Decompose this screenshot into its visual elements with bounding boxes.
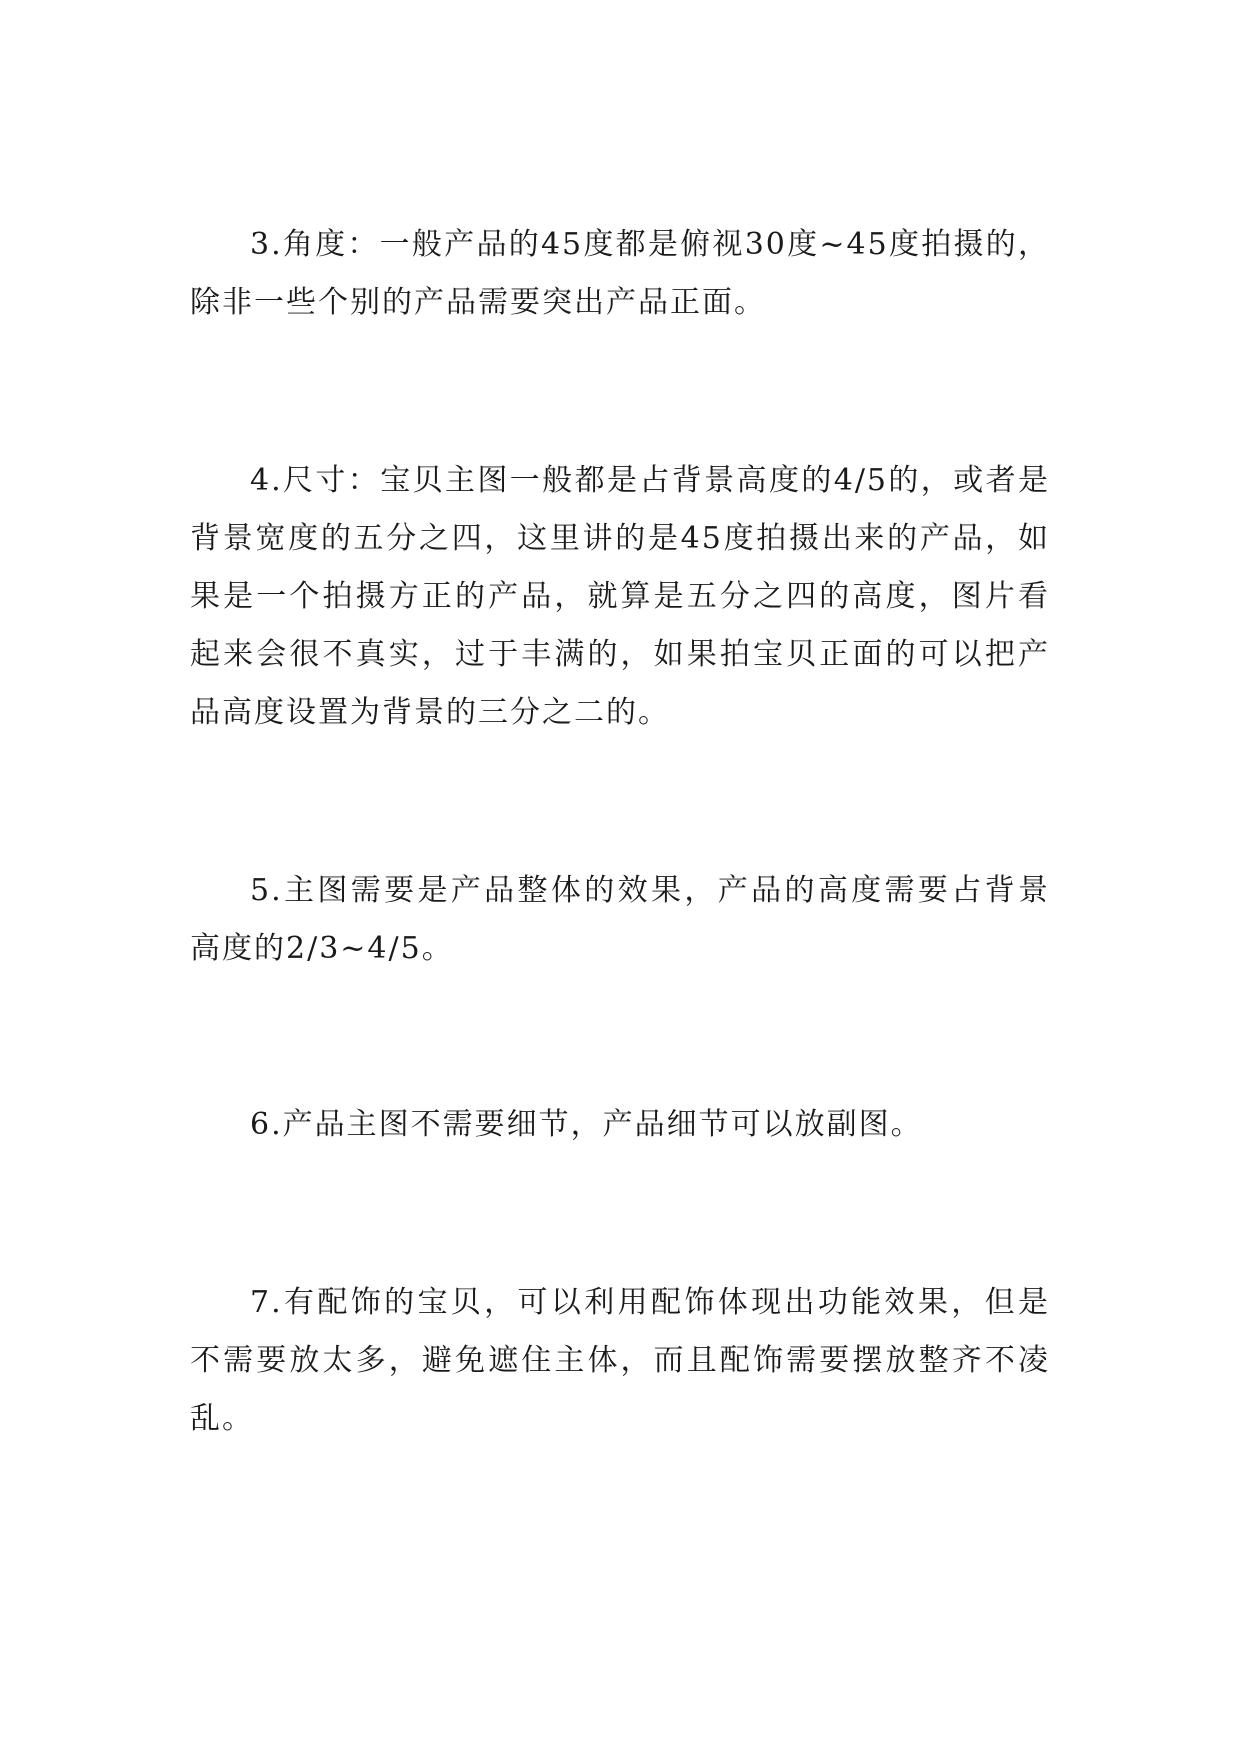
paragraph-main-image-effect: 5.主图需要是产品整体的效果，产品的高度需要占背景高度的2/3~4/5。	[190, 873, 1050, 966]
paragraph-details: 6.产品主图不需要细节，产品细节可以放副图。	[250, 1107, 923, 1142]
paragraph-angle: 3.角度：一般产品的45度都是俯视30度~45度拍摄的，除非一些个别的产品需要突出产品正面。	[190, 227, 1050, 320]
paragraph-size: 4.尺寸：宝贝主图一般都是占背景高度的4/5的，或者是背景宽度的五分之四，这里讲的是45度拍摄出来的产品，如果是一个拍摄方正的产品，就算是五分之四的高度，图片看起来会很不真实，过于丰满的，如果拍宝贝正面的可以把产品高度设置为背景的三分之二的。	[190, 463, 1050, 730]
paragraph-accessories: 7.有配饰的宝贝，可以利用配饰体现出功能效果，但是不需要放太多，避免遮住主体，而且配饰需要摆放整齐不凌乱。	[190, 1285, 1050, 1436]
